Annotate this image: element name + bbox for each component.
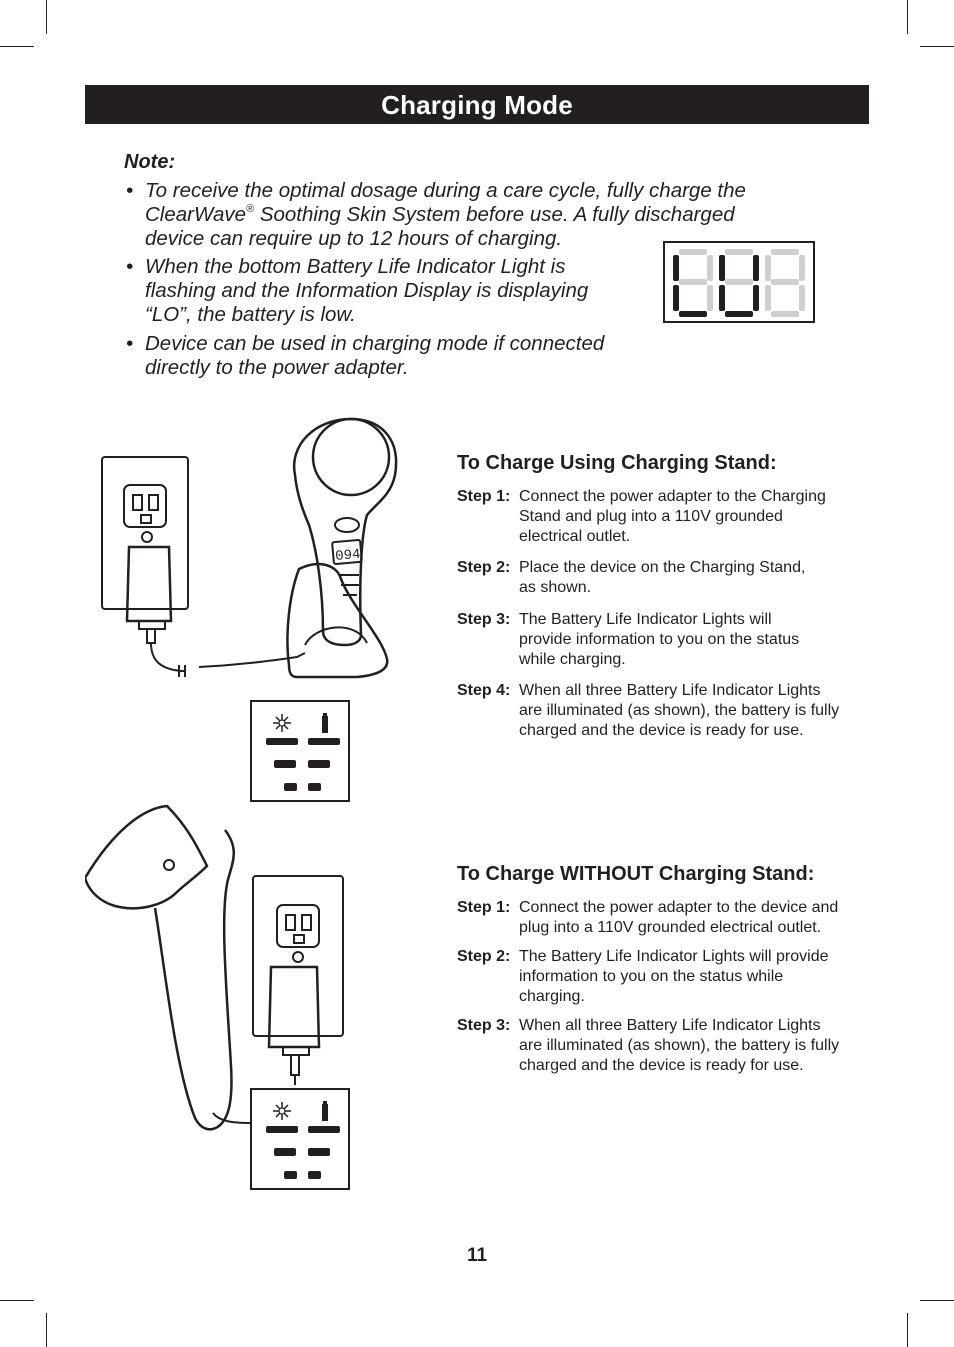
bullet: • xyxy=(126,332,134,355)
crop-mark xyxy=(46,1313,47,1347)
bullet: • xyxy=(126,179,134,202)
crop-mark xyxy=(0,1300,34,1301)
battery-indicator-panel xyxy=(250,700,350,802)
device-screen-digits: 094 xyxy=(334,546,362,566)
step-item: Step 1: Connect the power adapter to the device and plug into a 110V grounded electrical outlet. xyxy=(457,899,839,936)
note-line: directly to the power adapter. xyxy=(145,356,409,379)
note-item xyxy=(124,332,604,380)
step-label: Step 1: xyxy=(457,899,511,916)
device-head xyxy=(313,419,389,495)
registered-mark: ® xyxy=(246,203,255,215)
battery-level-light xyxy=(308,1171,321,1179)
step-item: Step 3: When all three Battery Life Indicator Lights are illuminated (as shown), the battery is fully charged and the device is ready for use. xyxy=(457,1017,840,1074)
battery-indicator-panel xyxy=(250,1088,350,1190)
digit-off-segments xyxy=(679,249,805,317)
indicator-bar xyxy=(308,1126,340,1133)
step-label: Step 1: xyxy=(457,488,511,505)
step-label: Step 3: xyxy=(457,611,511,628)
battery-level-light xyxy=(308,1148,330,1156)
wall-outlet-plate xyxy=(253,876,343,1036)
step-item: Step 4: When all three Battery Life Indicator Lights are illuminated (as shown), the battery is fully charged and the device is ready for use. xyxy=(457,682,840,739)
step-item: Step 1: Connect the power adapter to the Charging Stand and plug into a 110V grounded electrical outlet. xyxy=(457,488,826,545)
section-heading-with-stand: To Charge Using Charging Stand: xyxy=(457,452,777,474)
battery-level-light xyxy=(284,1171,297,1179)
step-label: Step 4: xyxy=(457,682,511,699)
note-line: device can require up to 12 hours of charging. xyxy=(145,227,563,250)
note-line: To receive the optimal dosage during a care cycle, fully charge the xyxy=(145,179,746,202)
note-line: “LO”, the battery is low. xyxy=(145,303,356,326)
note-line: ClearWave® Soothing Skin System before use. A fully discharged xyxy=(145,203,735,226)
page-number: 11 xyxy=(466,1245,488,1266)
note-line: When the bottom Battery Life Indicator Light is xyxy=(145,255,566,278)
section-heading-without-stand: To Charge WITHOUT Charging Stand: xyxy=(457,863,815,885)
crop-mark xyxy=(907,0,908,34)
bullet: • xyxy=(126,255,134,278)
note-item xyxy=(124,255,588,327)
battery-level-light xyxy=(284,783,297,791)
note-line: Device can be used in charging mode if connected xyxy=(145,332,605,355)
indicator-bar xyxy=(266,738,298,745)
step-item: Step 2: Place the device on the Charging Stand, as shown. xyxy=(457,559,806,596)
page-title: Charging Mode xyxy=(85,85,869,124)
crop-mark xyxy=(0,46,34,47)
charging-stand xyxy=(287,564,387,677)
step-label: Step 3: xyxy=(457,1017,511,1034)
step-label: Step 2: xyxy=(457,948,511,965)
crop-mark xyxy=(46,0,47,34)
battery-level-light xyxy=(274,760,296,768)
charging-stand-illustration xyxy=(95,415,405,680)
indicator-bar xyxy=(308,738,340,745)
indicator-bar xyxy=(266,1126,298,1133)
device-head xyxy=(85,806,207,908)
battery-level-light xyxy=(308,783,321,791)
note-line: flashing and the Information Display is displaying xyxy=(145,279,589,302)
note-item xyxy=(124,179,746,251)
step-label: Step 2: xyxy=(457,559,511,576)
device-handle xyxy=(155,830,234,1129)
battery-level-light xyxy=(308,760,330,768)
crop-mark xyxy=(920,1300,954,1301)
lo-display-illustration xyxy=(663,241,815,323)
crop-mark xyxy=(920,46,954,47)
crop-mark xyxy=(907,1313,908,1347)
battery-icon xyxy=(322,713,328,733)
step-item: Step 3: The Battery Life Indicator Lights will provide information to you on the status while charging. xyxy=(457,611,800,668)
brand-name: ClearWave xyxy=(145,203,247,226)
step-item: Step 2: The Battery Life Indicator Lights will provide information to you on the status while charging. xyxy=(457,948,829,1005)
note-heading: Note: xyxy=(124,151,176,173)
battery-level-light xyxy=(274,1148,296,1156)
battery-icon xyxy=(322,1101,328,1121)
digit-on-segments xyxy=(673,255,759,317)
